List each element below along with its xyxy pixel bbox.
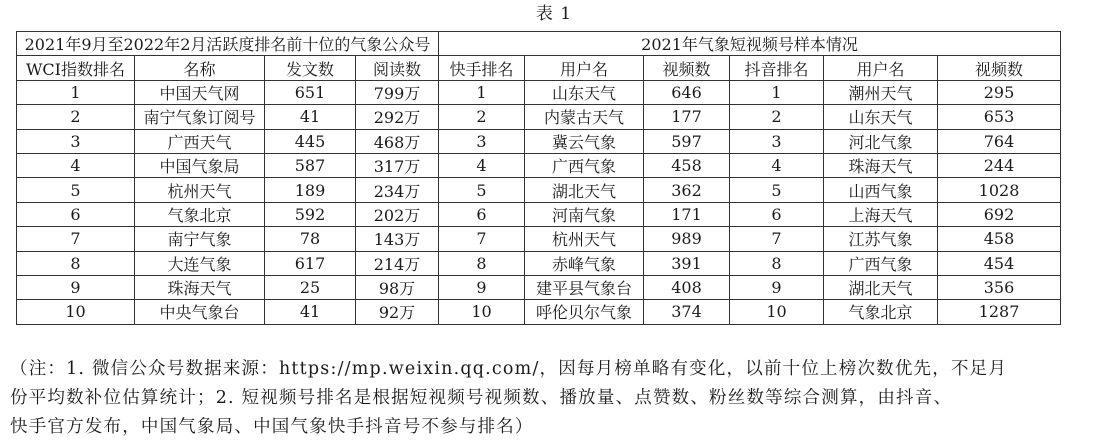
table-cell: 202万	[356, 202, 439, 226]
table-cell: 9	[730, 275, 824, 299]
table-cell: 中国天气网	[135, 80, 265, 104]
table-cell: 292万	[356, 105, 439, 129]
table-cell: 7	[17, 227, 135, 251]
table-cell: 295	[938, 80, 1061, 104]
table-cell: 3	[730, 129, 824, 153]
table-cell: 南宁气象订阅号	[135, 105, 265, 129]
table-cell: 5	[17, 178, 135, 202]
table-cell: 587	[265, 153, 356, 177]
table-cell: 653	[938, 105, 1061, 129]
table-cell: 244	[938, 153, 1061, 177]
table-cell: 8	[730, 251, 824, 275]
header-cell: 抖音排名	[730, 56, 824, 80]
table-cell: 617	[265, 251, 356, 275]
table-cell: 山西气象	[824, 178, 938, 202]
table-cell: 597	[644, 129, 730, 153]
table-cell: 3	[17, 129, 135, 153]
table-cell: 广西天气	[135, 129, 265, 153]
table-row	[17, 129, 1061, 153]
header-cell: 用户名	[525, 56, 644, 80]
table-row	[17, 80, 1061, 104]
table-cell: 湖北天气	[525, 178, 644, 202]
table-cell: 317万	[356, 153, 439, 177]
table-cell: 中央气象台	[135, 300, 265, 324]
table-cell: 河北气象	[824, 129, 938, 153]
table-cell: 189	[265, 178, 356, 202]
table-cell: 25	[265, 275, 356, 299]
table-cell: 10	[17, 300, 135, 324]
table-row	[17, 300, 1061, 324]
table-cell: 广西气象	[824, 251, 938, 275]
table-cell: 171	[644, 202, 730, 226]
table-cell: 8	[17, 251, 135, 275]
table-cell: 646	[644, 80, 730, 104]
table-cell: 10	[439, 300, 525, 324]
table-cell: 6	[730, 202, 824, 226]
table-cell: 杭州天气	[525, 227, 644, 251]
table-row	[17, 153, 1061, 177]
table-cell: 458	[938, 227, 1061, 251]
table-cell: 6	[439, 202, 525, 226]
table-cell: 呼伦贝尔气象	[525, 300, 644, 324]
table-cell: 5	[439, 178, 525, 202]
table-row	[17, 105, 1061, 129]
table-cell: 5	[730, 178, 824, 202]
video-table-title: 2021年气象短视频号样本情况	[439, 32, 1061, 56]
table-cell: 445	[265, 129, 356, 153]
table-cell: 湖北天气	[824, 275, 938, 299]
table-title-row	[17, 32, 1061, 56]
table-cell: 9	[17, 275, 135, 299]
table-cell: 内蒙古天气	[525, 105, 644, 129]
table-cell: 78	[265, 227, 356, 251]
table-cell: 177	[644, 105, 730, 129]
table-cell: 356	[938, 275, 1061, 299]
table-cell: 3	[439, 129, 525, 153]
table-cell: 建平县气象台	[525, 275, 644, 299]
table-cell: 上海天气	[824, 202, 938, 226]
table-cell: 1	[17, 80, 135, 104]
table-cell: 1287	[938, 300, 1061, 324]
table-row	[17, 275, 1061, 299]
table-cell: 7	[730, 227, 824, 251]
table-cell: 98万	[356, 275, 439, 299]
table-cell: 651	[265, 80, 356, 104]
table-cell: 764	[938, 129, 1061, 153]
table-row	[17, 251, 1061, 275]
table-cell: 391	[644, 251, 730, 275]
table-cell: 41	[265, 300, 356, 324]
table-cell: 广西气象	[525, 153, 644, 177]
table-row	[17, 227, 1061, 251]
table-cell: 冀云气象	[525, 129, 644, 153]
table-cell: 中国气象局	[135, 153, 265, 177]
data-table	[16, 31, 1061, 325]
table-cell: 1	[730, 80, 824, 104]
table-cell: 珠海天气	[824, 153, 938, 177]
table-cell: 4	[730, 153, 824, 177]
table-cell: 1028	[938, 178, 1061, 202]
table-cell: 山东天气	[824, 105, 938, 129]
header-cell: 视频数	[938, 56, 1061, 80]
table-cell: 362	[644, 178, 730, 202]
table-cell: 潮州天气	[824, 80, 938, 104]
table-cell: 2	[17, 105, 135, 129]
table-cell: 赤峰气象	[525, 251, 644, 275]
table-cell: 2	[439, 105, 525, 129]
table-cell: 143万	[356, 227, 439, 251]
table-cell: 江苏气象	[824, 227, 938, 251]
table-cell: 10	[730, 300, 824, 324]
table-row	[17, 178, 1061, 202]
header-cell: 用户名	[824, 56, 938, 80]
table-cell: 南宁气象	[135, 227, 265, 251]
table-cell: 大连气象	[135, 251, 265, 275]
table-cell: 气象北京	[824, 300, 938, 324]
header-cell: 发文数	[265, 56, 356, 80]
table-cell: 6	[17, 202, 135, 226]
table-row	[17, 202, 1061, 226]
table-cell: 4	[439, 153, 525, 177]
table-cell: 592	[265, 202, 356, 226]
table-cell: 468万	[356, 129, 439, 153]
table-cell: 458	[644, 153, 730, 177]
table-cell: 气象北京	[135, 202, 265, 226]
table-cell: 珠海天气	[135, 275, 265, 299]
table-cell: 989	[644, 227, 730, 251]
table-cell: 41	[265, 105, 356, 129]
table-cell: 92万	[356, 300, 439, 324]
table-cell: 山东天气	[525, 80, 644, 104]
header-cell: 快手排名	[439, 56, 525, 80]
table-cell: 1	[439, 80, 525, 104]
table-header-row	[17, 56, 1061, 80]
header-cell: 阅读数	[356, 56, 439, 80]
table-cell: 214万	[356, 251, 439, 275]
table-cell: 374	[644, 300, 730, 324]
header-cell: 视频数	[644, 56, 730, 80]
table-cell: 杭州天气	[135, 178, 265, 202]
table-cell: 2	[730, 105, 824, 129]
table-cell: 7	[439, 227, 525, 251]
wechat-table-title: 2021年9月至2022年2月活跃度排名前十位的气象公众号	[17, 32, 439, 56]
table-cell: 692	[938, 202, 1061, 226]
table-caption: 表 1	[535, 4, 573, 24]
table-cell: 799万	[356, 80, 439, 104]
table-cell: 234万	[356, 178, 439, 202]
note-line: （注：1. 微信公众号数据来源：https://mp.weixin.qq.com/，因每月榜单略有变化，以前十位上榜次数优先，不足月	[10, 359, 1008, 379]
header-cell: 名称	[135, 56, 265, 80]
note-line: 快手官方发布，中国气象局、中国气象快手抖音号不参与排名）	[10, 417, 534, 437]
table-cell: 408	[644, 275, 730, 299]
header-cell: WCI指数排名	[17, 56, 135, 80]
table-notes	[10, 355, 1102, 442]
table-cell: 8	[439, 251, 525, 275]
table-cell: 4	[17, 153, 135, 177]
note-line: 份平均数补位估算统计；2. 短视频号排名是根据短视频号视频数、播放量、点赞数、粉丝数等综合测算，由抖音、	[10, 388, 953, 408]
table-cell: 9	[439, 275, 525, 299]
table-cell: 454	[938, 251, 1061, 275]
table-cell: 河南气象	[525, 202, 644, 226]
